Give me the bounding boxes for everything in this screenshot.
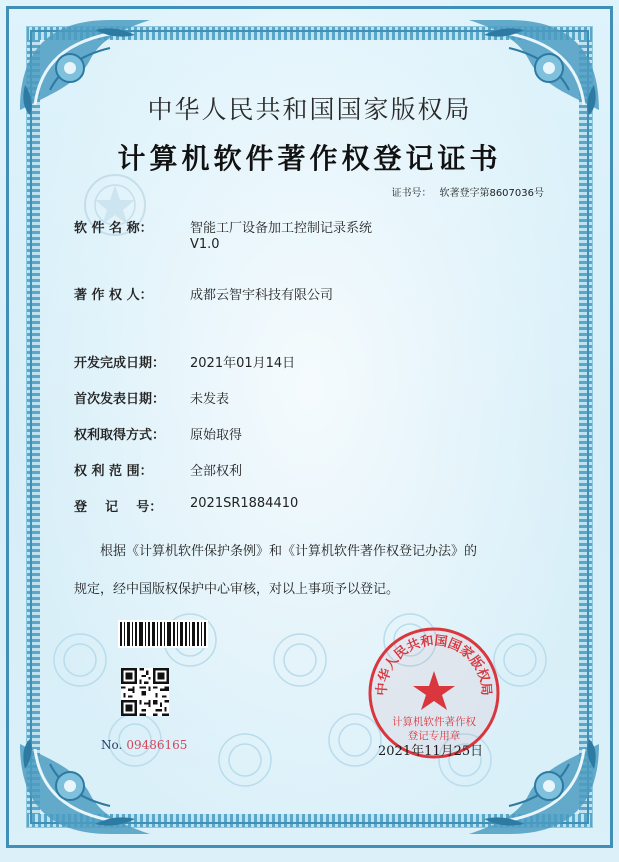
acquisition-method-value: 原始取得 <box>190 428 243 443</box>
legal-basis-line-2: 规定，经中国版权保护中心审核，对以上事项予以登记。 <box>74 582 400 597</box>
field-acquisition-method <box>74 424 242 443</box>
development-date-value: 2021年01月14日 <box>190 356 296 371</box>
rights-scope-value: 全部权利 <box>190 464 243 479</box>
acquisition-method-label: 权利取得方式： <box>74 428 166 443</box>
software-name-label: 软 件 名 称： <box>74 221 153 236</box>
serial-number <box>101 738 187 752</box>
serial-prefix: No. <box>101 738 123 752</box>
serial-number-value: 09486165 <box>126 738 188 752</box>
certificate-number-value: 软著登字第8607036号 <box>439 188 544 199</box>
svg-text:中华人民共和国国家版权局: 中华人民共和国国家版权局 <box>374 633 494 697</box>
field-software-name <box>74 217 372 252</box>
field-development-date <box>74 352 295 371</box>
issue-date: 2021年11月25日 <box>378 744 484 759</box>
svg-text:登记专用章: 登记专用章 <box>407 730 461 742</box>
field-registration-number <box>74 496 298 515</box>
qr-code-icon <box>121 668 169 716</box>
registration-number-label: 登 记 号： <box>74 500 163 515</box>
rights-scope-label: 权 利 范 围： <box>74 464 153 479</box>
legal-basis-line-1: 根据《计算机软件保护条例》和《计算机软件著作权登记办法》的 <box>100 544 478 559</box>
copyright-owner-value: 成都云智宇科技有限公司 <box>190 288 334 303</box>
first-publication-date-value: 未发表 <box>190 392 230 407</box>
svg-text:计算机软件著作权: 计算机软件著作权 <box>392 716 476 728</box>
certificate-title: 计算机软件著作权登记证书 <box>117 142 502 175</box>
certificate-number <box>391 184 544 199</box>
software-name-value <box>190 217 372 252</box>
software-name-text: 智能工厂设备加工控制记录系统 <box>190 221 373 236</box>
copyright-owner-label: 著 作 权 人： <box>74 288 153 303</box>
field-copyright-owner <box>74 284 333 303</box>
field-rights-scope <box>74 460 242 479</box>
field-first-publication-date <box>74 388 229 407</box>
certificate-number-label: 证书号： <box>391 188 432 199</box>
issuer-title: 中华人民共和国国家版权局 <box>147 95 472 124</box>
registration-number-value: 2021SR1884410 <box>190 496 299 511</box>
development-date-label: 开发完成日期： <box>74 356 166 371</box>
first-publication-date-label: 首次发表日期： <box>74 392 166 407</box>
software-version-text: V1.0 <box>190 237 220 252</box>
barcode-icon <box>118 620 208 648</box>
